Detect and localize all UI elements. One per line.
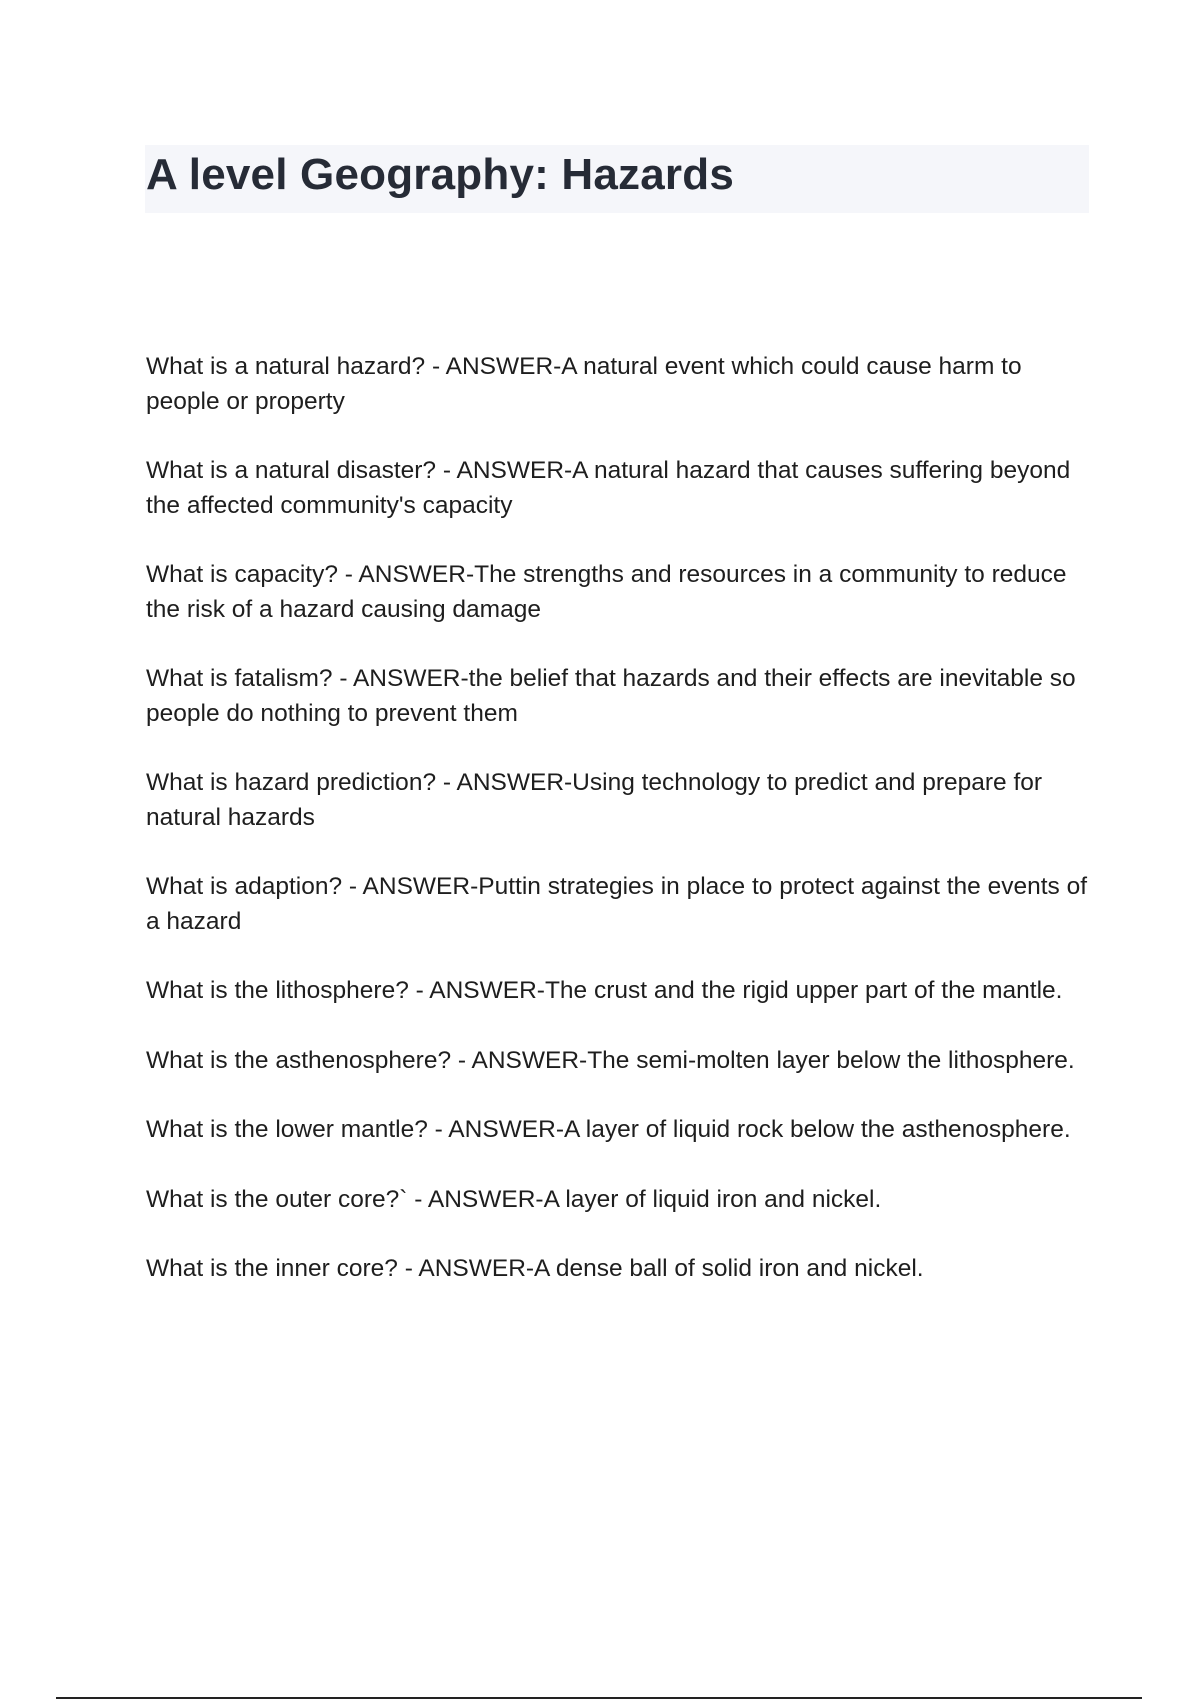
- qa-entry: What is the asthenosphere? - ANSWER-The semi-molten layer below the lithosphere.: [146, 1046, 1075, 1074]
- qa-list: [146, 350, 1096, 1322]
- footer-rule: [56, 1697, 1142, 1699]
- qa-entry: What is fatalism? - ANSWER-the belief that hazards and their effects are inevitable so people do nothing to prevent them: [146, 665, 1076, 727]
- page-title: A level Geography: Hazards: [146, 150, 734, 199]
- qa-entry: What is the lower mantle? - ANSWER-A layer of liquid rock below the asthenosphere.: [146, 1116, 1071, 1143]
- qa-entry: What is capacity? - ANSWER-The strengths and resources in a community to reduce the risk of a hazard causing damage: [146, 561, 1067, 623]
- qa-entry: What is a natural hazard? - ANSWER-A natural event which could cause harm to people or property: [146, 353, 1022, 415]
- qa-entry: What is the lithosphere? - ANSWER-The crust and the rigid upper part of the mantle.: [146, 977, 1063, 1004]
- qa-entry: What is the outer core?` - ANSWER-A layer of liquid iron and nickel.: [146, 1185, 882, 1213]
- qa-entry: What is a natural disaster? - ANSWER-A natural hazard that causes suffering beyond the affected community's capacity: [146, 457, 1071, 519]
- qa-entry: What is adaption? - ANSWER-Puttin strategies in place to protect against the events of a hazard: [146, 873, 1088, 935]
- qa-entry: What is the inner core? - ANSWER-A dense ball of solid iron and nickel.: [146, 1255, 924, 1282]
- qa-entry: What is hazard prediction? - ANSWER-Using technology to predict and prepare for natural hazards: [146, 769, 1043, 831]
